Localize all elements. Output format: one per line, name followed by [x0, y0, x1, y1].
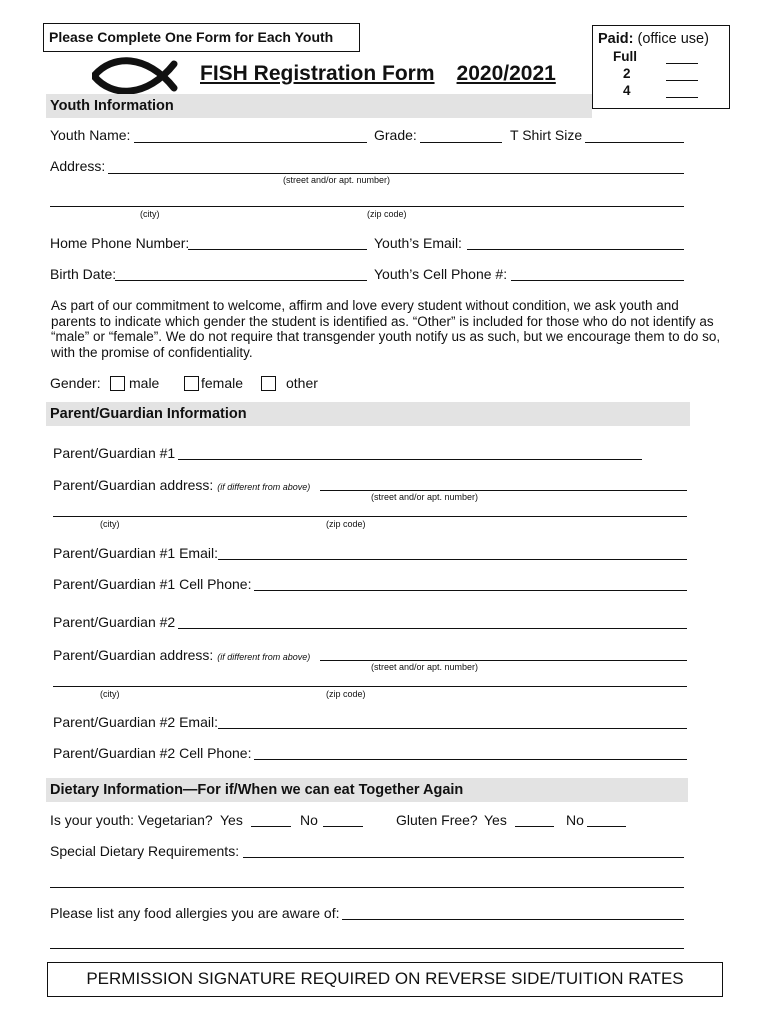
paid-label: Paid: — [598, 31, 634, 47]
allergies-field-2[interactable] — [50, 948, 684, 949]
pg1-email-label: Parent/Guardian #1 Email: — [53, 545, 218, 561]
gluten-yes-label: Yes — [484, 812, 507, 828]
special-dietary-field[interactable] — [243, 857, 684, 858]
gender-other-label: other — [286, 375, 318, 391]
gluten-no-field[interactable] — [587, 826, 626, 827]
city-hint: (city) — [140, 209, 160, 219]
home-phone-label: Home Phone Number: — [50, 235, 190, 251]
paid-option-2: 2 — [623, 66, 631, 81]
special-dietary-label: Special Dietary Requirements: — [50, 843, 240, 859]
zip-hint: (zip code) — [367, 209, 407, 219]
birth-date-label: Birth Date: — [50, 266, 117, 282]
vegetarian-no-field[interactable] — [323, 826, 363, 827]
youth-email-field[interactable] — [467, 249, 684, 250]
paid-option-4: 4 — [623, 83, 631, 98]
form-title — [200, 62, 556, 86]
youth-email-label: Youth’s Email: — [374, 235, 462, 251]
vegetarian-yes-label: Yes — [220, 812, 243, 828]
pg2-cell-field[interactable] — [254, 759, 687, 760]
gender-label: Gender: — [50, 375, 101, 391]
youth-section-header: Youth Information — [46, 94, 592, 118]
pg1-address-city-zip-field[interactable] — [53, 516, 687, 517]
pg1-cell-field[interactable] — [254, 590, 687, 591]
form-title-text: FISH Registration Form — [200, 62, 435, 85]
pg2-address-street-field[interactable] — [320, 660, 687, 661]
address-label: Address: — [50, 158, 106, 174]
parent-section-header: Parent/Guardian Information — [46, 402, 690, 426]
pg2-email-field[interactable] — [218, 728, 687, 729]
pg2-street-hint: (street and/or apt. number) — [371, 662, 479, 672]
permission-notice-box — [47, 962, 723, 997]
gluten-yes-field[interactable] — [515, 826, 554, 827]
pg1-cell-label: Parent/Guardian #1 Cell Phone: — [53, 576, 252, 592]
pg2-cell-label: Parent/Guardian #2 Cell Phone: — [53, 745, 252, 761]
pg1-address-street-field[interactable] — [320, 490, 687, 491]
dietary-section-header: Dietary Information—For if/When we can eat Together Again — [46, 778, 688, 802]
gender-female-checkbox[interactable] — [184, 376, 199, 391]
paid-2-line[interactable] — [666, 80, 698, 81]
paid-4-line[interactable] — [666, 97, 698, 98]
street-hint: (street and/or apt. number) — [283, 175, 391, 185]
form-year: 2020/2021 — [456, 62, 556, 85]
pg1-address-label: Parent/Guardian address: (if different from above) — [53, 477, 311, 493]
one-form-notice-text: Please Complete One Form for Each Youth — [49, 29, 334, 45]
permission-notice-text: PERMISSION SIGNATURE REQUIRED ON REVERSE SIDE/TUITION RATES — [86, 969, 684, 988]
tshirt-label: T Shirt Size — [510, 127, 583, 143]
paid-office-box — [592, 25, 730, 109]
address-street-field[interactable] — [108, 173, 684, 174]
gender-male-checkbox[interactable] — [110, 376, 125, 391]
paid-note: (office use) — [637, 31, 709, 47]
gluten-free-label: Gluten Free? — [396, 812, 478, 828]
home-phone-field[interactable] — [188, 249, 367, 250]
pg2-address-city-zip-field[interactable] — [53, 686, 687, 687]
youth-cell-field[interactable] — [511, 280, 684, 281]
youth-name-label: Youth Name: — [50, 127, 131, 143]
grade-label: Grade: — [374, 127, 417, 143]
allergies-label: Please list any food allergies you are aware of: — [50, 905, 340, 921]
youth-cell-label: Youth’s Cell Phone #: — [374, 266, 508, 282]
special-dietary-field-2[interactable] — [50, 887, 684, 888]
pg2-email-label: Parent/Guardian #2 Email: — [53, 714, 218, 730]
pg2-label: Parent/Guardian #2 — [53, 614, 176, 630]
paid-full-line[interactable] — [666, 63, 698, 64]
vegetarian-yes-field[interactable] — [251, 826, 291, 827]
pg2-if-different: (if different from above) — [217, 652, 311, 662]
pg2-name-field[interactable] — [178, 628, 687, 629]
birth-date-field[interactable] — [115, 280, 367, 281]
vegetarian-label: Is your youth: Vegetarian? — [50, 812, 213, 828]
pg2-zip-hint: (zip code) — [326, 689, 366, 699]
pg1-label: Parent/Guardian #1 — [53, 445, 176, 461]
grade-field[interactable] — [420, 142, 502, 143]
pg2-city-hint: (city) — [100, 689, 120, 699]
address-city-zip-field[interactable] — [50, 206, 684, 207]
pg1-city-hint: (city) — [100, 519, 120, 529]
pg2-address-label: Parent/Guardian address: (if different from above) — [53, 647, 311, 663]
one-form-notice — [43, 23, 360, 52]
paid-option-full: Full — [613, 49, 637, 64]
pg1-email-field[interactable] — [218, 559, 687, 560]
gender-female-label: female — [201, 375, 244, 391]
gluten-no-label: No — [566, 812, 584, 828]
fish-icon — [92, 56, 178, 96]
vegetarian-no-label: No — [300, 812, 318, 828]
youth-name-field[interactable] — [134, 142, 367, 143]
gender-male-label: male — [129, 375, 160, 391]
pg1-zip-hint: (zip code) — [326, 519, 366, 529]
gender-paragraph: As part of our commitment to welcome, affirm and love every student without condition, we ask youth and parents to indicate which gender the student is identified as. “Other” is included for those who do not identify as “male” or “female”. We do not require that transgender youth notify us as such, but we encourage them to do so, with the promise of confidentiality. — [51, 298, 721, 360]
pg1-if-different: (if different from above) — [217, 482, 311, 492]
pg1-street-hint: (street and/or apt. number) — [371, 492, 479, 502]
tshirt-field[interactable] — [585, 142, 684, 143]
allergies-field[interactable] — [342, 919, 684, 920]
gender-other-checkbox[interactable] — [261, 376, 276, 391]
pg1-name-field[interactable] — [178, 459, 642, 460]
